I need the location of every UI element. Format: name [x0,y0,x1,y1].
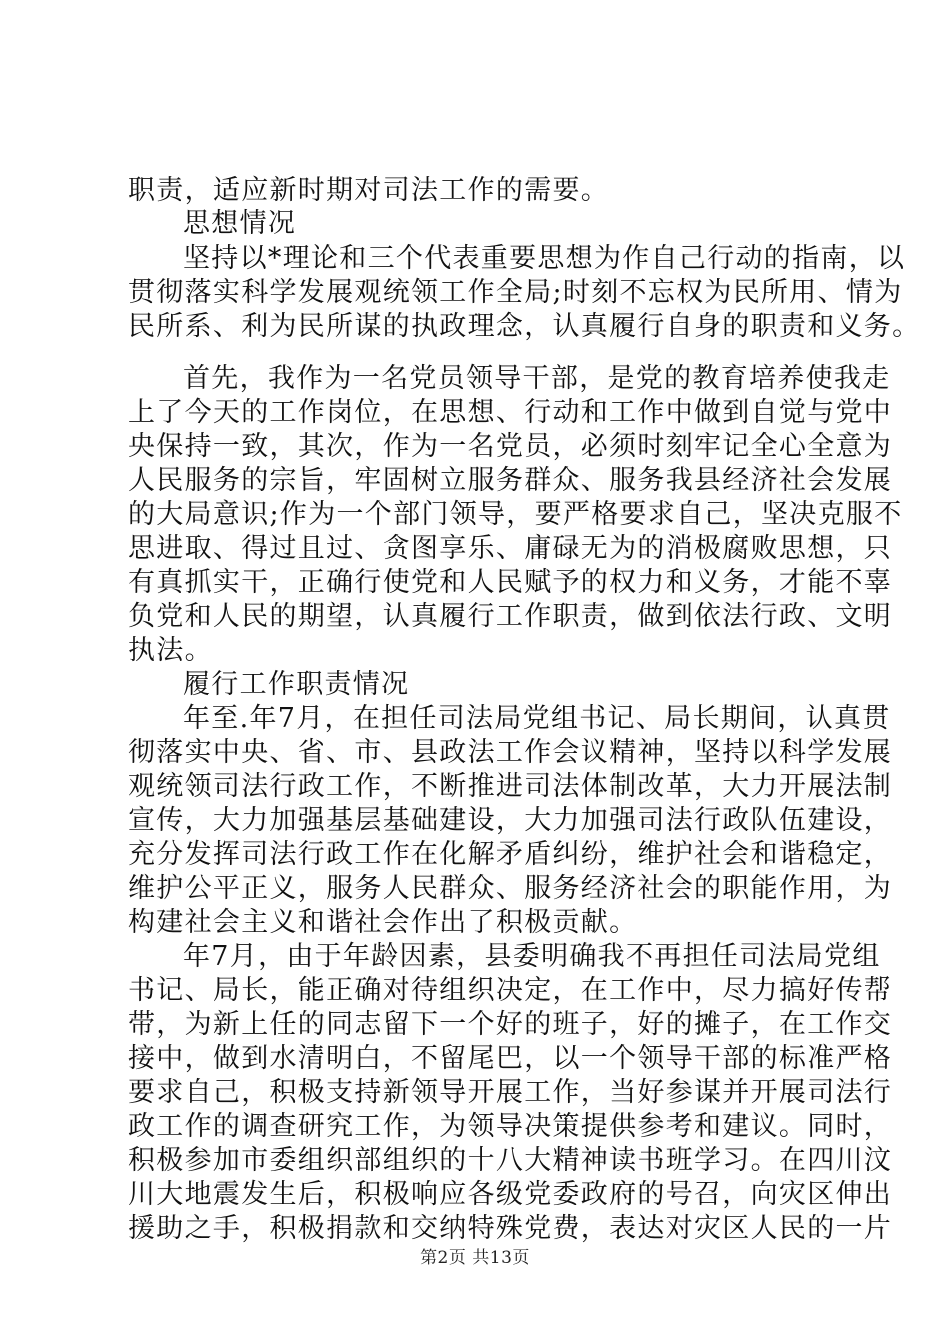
paragraph-line: 首先，我作为一名党员领导干部，是党的教育培养使我走 [183,363,891,394]
paragraph-line: 援助之手，积极捐款和交纳特殊党费，表达对灾区人民的一片 [128,1213,893,1244]
section-heading: 思想情况 [183,208,297,239]
paragraph-line: 有真抓实干，正确行使党和人民赋予的权力和义务，才能不辜 [128,567,893,598]
paragraph-line: 执法。 [128,635,213,666]
paragraph-line: 贯彻落实科学发展观统领工作全局;时刻不忘权为民所用、情为 [128,277,903,308]
section-heading: 履行工作职责情况 [183,669,410,700]
paragraph-line: 宣传，大力加强基层基础建设，大力加强司法行政队伍建设， [128,805,893,836]
paragraph-line: 负党和人民的期望，认真履行工作职责，做到依法行政、文明 [128,601,893,632]
paragraph-line: 人民服务的宗旨，牢固树立服务群众、服务我县经济社会发展 [128,465,893,496]
paragraph-line: 维护公平正义，服务人民群众、服务经济社会的职能作用，为 [128,873,893,904]
paragraph-line: 的大局意识;作为一个部门领导，要严格要求自己，坚决克服不 [128,499,903,530]
paragraph-line: 政工作的调查研究工作，为领导决策提供参考和建议。同时， [128,1111,893,1142]
paragraph-line: 彻落实中央、省、市、县政法工作会议精神，坚持以科学发展 [128,737,893,768]
paragraph-line: 民所系、利为民所谋的执政理念，认真履行自身的职责和义务。 [128,311,921,342]
paragraph-line: 坚持以*理论和三个代表重要思想为作自己行动的指南，以 [183,243,906,274]
paragraph-line: 要求自己，积极支持新领导开展工作，当好参谋并开展司法行 [128,1077,893,1108]
paragraph-line: 构建社会主义和谐社会作出了积极贡献。 [128,907,638,938]
paragraph-line: 观统领司法行政工作，不断推进司法体制改革，大力开展法制 [128,771,893,802]
paragraph-line: 央保持一致，其次，作为一名党员，必须时刻牢记全心全意为 [128,431,893,462]
page-number-footer: 第2页 共13页 [420,1248,530,1268]
paragraph-line: 书记、局长，能正确对待组织决定，在工作中，尽力搞好传帮 [128,975,893,1006]
paragraph-line: 充分发挥司法行政工作在化解矛盾纠纷，维护社会和谐稳定， [128,839,893,870]
paragraph-line: 思进取、得过且过、贪图享乐、庸碌无为的消极腐败思想，只 [128,533,893,564]
paragraph-line: 接中，做到水清明白，不留尾巴，以一个领导干部的标准严格 [128,1043,893,1074]
paragraph-line: 上了今天的工作岗位，在思想、行动和工作中做到自觉与党中 [128,397,893,428]
paragraph-line: 职责，适应新时期对司法工作的需要。 [128,175,610,206]
paragraph-line: 积极参加市委组织部组织的十八大精神读书班学习。在四川汶 [128,1145,893,1176]
paragraph-line: 年7月，由于年龄因素，县委明确我不再担任司法局党组 [183,941,881,972]
paragraph-line: 川大地震发生后，积极响应各级党委政府的号召，向灾区伸出 [128,1179,893,1210]
paragraph-line: 年至.年7月，在担任司法局党组书记、局长期间，认真贯 [183,703,891,734]
paragraph-line: 带，为新上任的同志留下一个好的班子，好的摊子，在工作交 [128,1009,893,1040]
